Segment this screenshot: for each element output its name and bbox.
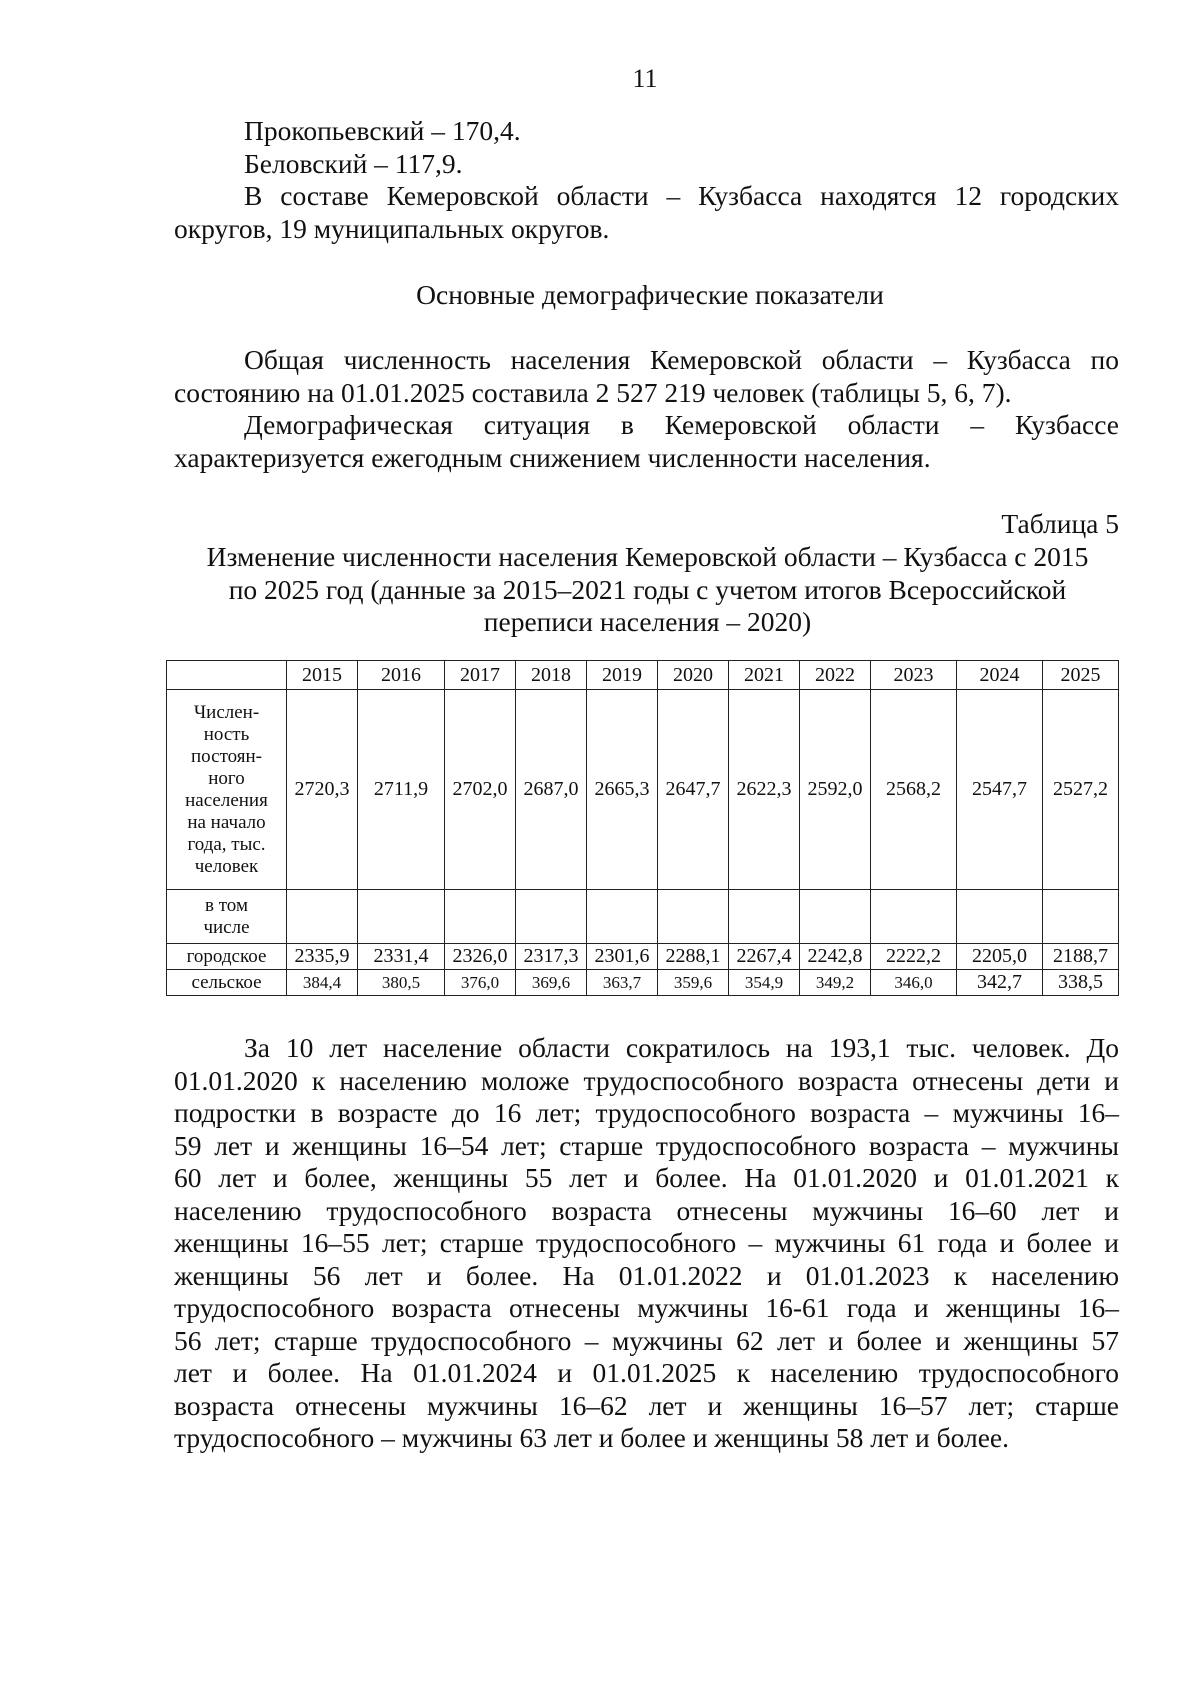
table-cell — [957, 890, 1043, 944]
header-year: 2015 — [287, 661, 358, 690]
header-year: 2018 — [516, 661, 587, 690]
table-cell: 2242,8 — [800, 944, 871, 970]
table-cell: 346,0 — [871, 970, 957, 996]
table-label: Таблица 5 — [1001, 508, 1119, 539]
table-cell: 2527,2 — [1043, 690, 1119, 890]
header-year: 2017 — [445, 661, 516, 690]
paragraph-line: 59 лет и женщины 16–54 лет; старше трудоспособного возраста – мужчины — [174, 1129, 1119, 1161]
table-row-including — [167, 890, 1119, 944]
paragraph-line: населению трудоспособного возраста отнесены мужчины 16–60 лет и — [174, 1194, 1119, 1226]
intro-list — [174, 115, 1119, 180]
table-title — [170, 541, 1125, 639]
row-label-including — [167, 890, 287, 944]
header-year: 2016 — [358, 661, 445, 690]
table-cell — [358, 890, 445, 944]
table-cell — [729, 890, 800, 944]
table-cell — [658, 890, 729, 944]
table-cell: 342,7 — [957, 970, 1043, 996]
table-cell: 384,4 — [287, 970, 358, 996]
row-label-line: года, тыс. — [187, 833, 266, 855]
row-label-line: человек — [194, 855, 259, 877]
table-cell: 2568,2 — [871, 690, 957, 890]
row-label-line: населения — [185, 789, 268, 811]
population-table — [166, 660, 1119, 996]
table-cell — [287, 890, 358, 944]
table-cell: 349,2 — [800, 970, 871, 996]
paragraph-situation-line-1: Демографическая ситуация в Кемеровской области – Кузбассе — [244, 409, 1119, 440]
table-cell: 380,5 — [358, 970, 445, 996]
row-label-line: на начало — [187, 811, 266, 833]
paragraph-line: трудоспособного возраста отнесены мужчины 16-61 года и женщины 16– — [174, 1292, 1119, 1323]
table-cell — [800, 890, 871, 944]
section-heading: Основные демографические показатели — [416, 279, 884, 310]
paragraph-okruga-line-2: округов, 19 муниципальных округов. — [174, 212, 610, 244]
table-cell — [587, 890, 658, 944]
paragraph-line: подростки в возрасте до 16 лет; трудоспособного возраста – мужчины 16– — [174, 1097, 1119, 1128]
header-empty-cell — [167, 661, 287, 690]
table-cell: 2592,0 — [800, 690, 871, 890]
table-cell: 2687,0 — [516, 690, 587, 890]
table-cell: 363,7 — [587, 970, 658, 996]
paragraph-okruga — [174, 180, 1119, 245]
table-row-total — [167, 690, 1119, 890]
paragraph-situation — [174, 409, 1119, 474]
table-cell — [516, 890, 587, 944]
table-cell: 2647,7 — [658, 690, 729, 890]
table-cell: 2301,6 — [587, 944, 658, 970]
table-cell — [1043, 890, 1119, 944]
header-year: 2022 — [800, 661, 871, 690]
table-cell: 376,0 — [445, 970, 516, 996]
table-cell: 369,6 — [516, 970, 587, 996]
header-year: 2021 — [729, 661, 800, 690]
paragraph-line: 01.01.2020 к населению моложе трудоспособного возраста отнесены дети и — [174, 1064, 1119, 1096]
table-row-rural — [167, 970, 1119, 996]
table-title-line-2: по 2025 год (данные за 2015–2021 годы с учетом итогов Всероссийской — [228, 573, 1067, 605]
intro-line-prokopievsky: Прокопьевский – 170,4. — [244, 115, 521, 146]
row-label-line: в том — [205, 894, 248, 916]
table-cell: 2335,9 — [287, 944, 358, 970]
row-label-line: постоян- — [191, 745, 262, 767]
header-year: 2025 — [1043, 661, 1119, 690]
row-label-rural: сельское — [167, 970, 287, 996]
table-cell — [445, 890, 516, 944]
row-label-line: ного — [208, 767, 245, 789]
table-cell: 2222,2 — [871, 944, 957, 970]
table-cell: 2317,3 — [516, 944, 587, 970]
row-label-line: ность — [203, 723, 250, 745]
paragraph-okruga-line-1: В составе Кемеровской области – Кузбасса находятся 12 городских — [244, 180, 1119, 211]
paragraph-line: 60 лет и более, женщины 55 лет и более. На 01.01.2020 и 01.01.2021 к — [174, 1162, 1119, 1193]
table-cell: 2622,3 — [729, 690, 800, 890]
paragraph-line: трудоспособного – мужчины 63 лет и более и женщины 58 лет и более. — [174, 1422, 1009, 1453]
paragraph-age-groups — [174, 1032, 1119, 1455]
intro-line-belovsky: Беловский – 117,9. — [244, 147, 463, 179]
table-cell: 2188,7 — [1043, 944, 1119, 970]
row-label-total — [167, 690, 287, 890]
header-year: 2019 — [587, 661, 658, 690]
paragraph-population — [174, 344, 1119, 409]
paragraph-line: женщины 16–55 лет; старше трудоспособного – мужчины 61 года и более и — [174, 1227, 1119, 1258]
table-cell: 2331,4 — [358, 944, 445, 970]
paragraph-line: женщины 56 лет и более. На 01.01.2022 и 01.01.2023 к населению — [174, 1259, 1119, 1291]
paragraph-situation-line-2: характеризуется ежегодным снижением численности населения. — [174, 441, 931, 473]
table-cell — [871, 890, 957, 944]
table-cell: 2326,0 — [445, 944, 516, 970]
table-cell: 2665,3 — [587, 690, 658, 890]
table-cell: 338,5 — [1043, 970, 1119, 996]
table-header-row — [167, 661, 1119, 690]
paragraph-line: возраста отнесены мужчины 16–62 лет и женщины 16–57 лет; старше — [174, 1389, 1119, 1421]
page-number: 11 — [632, 64, 658, 93]
table-cell: 2288,1 — [658, 944, 729, 970]
table-row-urban — [167, 944, 1119, 970]
table-cell: 2267,4 — [729, 944, 800, 970]
table-title-line-3: переписи населения – 2020) — [483, 606, 812, 637]
row-label-line: числе — [203, 916, 250, 938]
paragraph-line: За 10 лет население области сократилось на 193,1 тыс. человек. До — [244, 1032, 1119, 1063]
paragraph-population-line-2: состоянию на 01.01.2025 составила 2 527 219 человек (таблицы 5, 6, 7). — [174, 376, 1012, 408]
table-title-line-1: Изменение численности населения Кемеровской области – Кузбасса с 2015 — [206, 541, 1089, 572]
header-year: 2020 — [658, 661, 729, 690]
table-cell: 354,9 — [729, 970, 800, 996]
table-cell: 2711,9 — [358, 690, 445, 890]
table-cell: 2720,3 — [287, 690, 358, 890]
header-year: 2024 — [957, 661, 1043, 690]
table-cell: 2702,0 — [445, 690, 516, 890]
row-label-urban: городское — [167, 944, 287, 970]
header-year: 2023 — [871, 661, 957, 690]
paragraph-population-line-1: Общая численность населения Кемеровской области – Кузбасса по — [244, 344, 1119, 375]
table-cell: 2547,7 — [957, 690, 1043, 890]
paragraph-line: лет и более. На 01.01.2024 и 01.01.2025 к населению трудоспособного — [174, 1357, 1119, 1388]
row-label-line: Числен- — [193, 701, 260, 723]
table-cell: 359,6 — [658, 970, 729, 996]
paragraph-line: 56 лет; старше трудоспособного – мужчины 62 лет и более и женщины 57 — [174, 1324, 1119, 1356]
table-cell: 2205,0 — [957, 944, 1043, 970]
